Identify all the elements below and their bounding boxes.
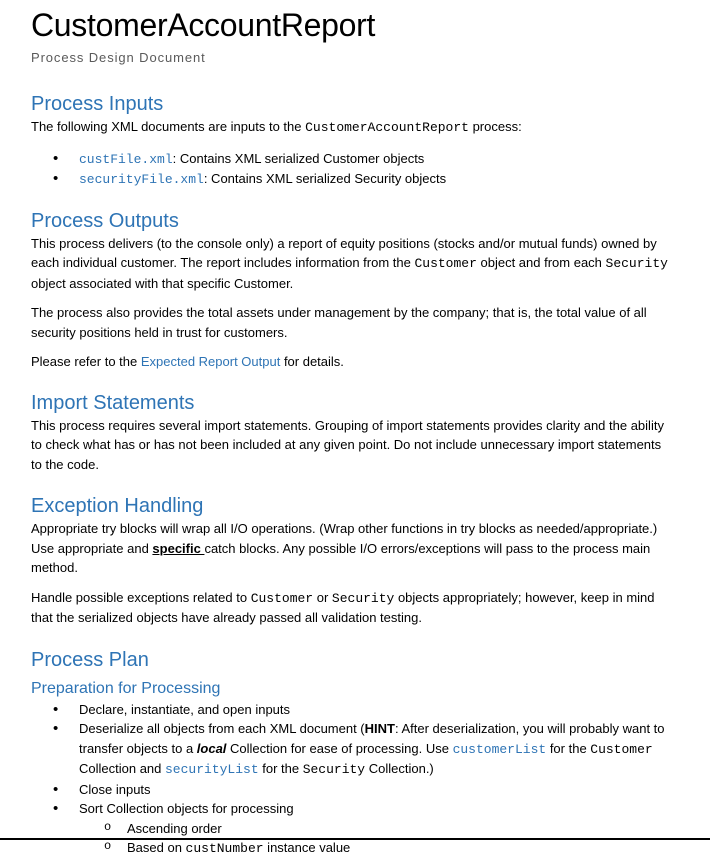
exceptions-paragraph-2: Handle possible exceptions related to Customer or Security objects appropriately; however, keep in mind that the serialized objects have already passed all validation testing. [31, 589, 655, 625]
section-heading-import-statements: Import Statements [31, 391, 195, 414]
section-heading-process-inputs: Process Inputs [31, 93, 164, 115]
list-item: • securityFile.xml: Contains XML serialized Security objects [31, 169, 671, 190]
list-item: • Sort Collection objects for processing o Ascending order o Based on custNumber instance value [31, 799, 671, 859]
section-heading-process-plan: Process Plan [31, 648, 149, 671]
outputs-paragraph-2: The process also provides the total assets under management by the company; that is, the total value of all security positions held in trust for customers. [31, 305, 647, 340]
list-item: • Declare, instantiate, and open inputs [31, 700, 671, 720]
inputs-intro: The following XML documents are inputs to the CustomerAccountReport process: [31, 119, 522, 135]
subsection-heading-preparation: Preparation for Processing [31, 679, 221, 697]
section-heading-process-outputs: Process Outputs [31, 209, 179, 232]
list-item: • custFile.xml: Contains XML serialized Customer objects [31, 149, 671, 170]
document-subtitle: Process Design Document [31, 50, 206, 65]
expected-report-output-link[interactable]: Expected Report Output [140, 354, 281, 369]
sublist-item: o Ascending order [31, 819, 671, 839]
plan-list [31, 700, 671, 859]
document-page [31, 0, 671, 859]
exceptions-paragraph-1: Appropriate try blocks will wrap all I/O operations. (Wrap other functions in try blocks as needed/appropriate.) Use appropriate and specific catch blocks. Any possible I/O errors/exceptions will pass to the process main method. [31, 521, 658, 575]
document-title: CustomerAccountReport [31, 7, 376, 43]
sublist-item: o Based on custNumber instance value [31, 838, 671, 859]
outputs-paragraph-1: This process delivers (to the console only) a report of equity positions (stocks and/or mutual funds) owned by each individual customer. The report includes information from the Customer object and from each Security object associated with that specific Customer. [31, 235, 668, 291]
inputs-list [31, 149, 671, 190]
list-item: • Close inputs [31, 780, 671, 800]
outputs-paragraph-3: Please refer to the Expected Report Output for details. [31, 354, 344, 369]
section-heading-exception-handling: Exception Handling [31, 495, 204, 517]
list-item: • Deserialize all objects from each XML document (HINT: After deserialization, you will probably want to transfer objects to a local Collection for ease of processing. Use customerList for the Customer Collection and securityList for the Security Collection.) [31, 719, 671, 780]
imports-paragraph: This process requires several import statements. Grouping of import statements provides clarity and the ability to check what has or has not been included at any given point. Do not include unnecessary import statements to the code. [31, 417, 664, 472]
